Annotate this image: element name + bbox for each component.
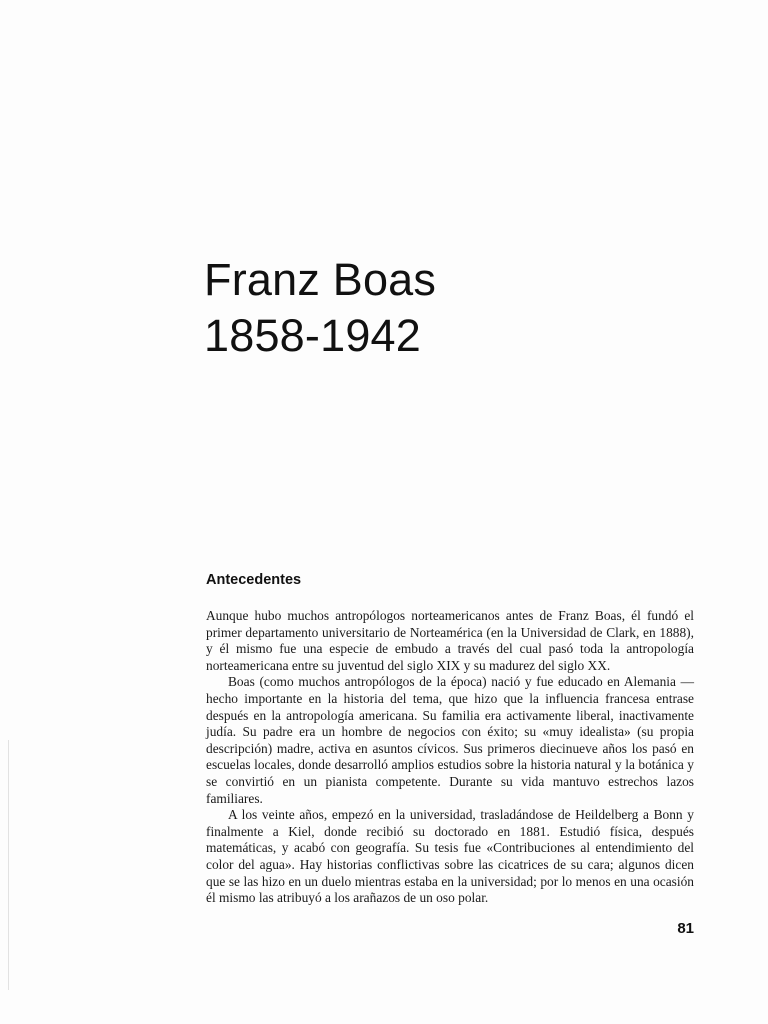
- paragraph-2: Boas (como muchos antropólogos de la época) nació y fue educado en Alemania —hecho importante en la historia del tema, que hizo que la influencia francesa entrase después en la antropología americana. Su familia era activamente liberal, inactivamente judía. Su padre era un hombre de negocios con éxito; su «muy idealista» (su propia descripción) madre, activa en asuntos cívicos. Sus primeros diecinueve años los pasó en escuelas locales, donde desarrolló amplios estudios sobre la historia natural y la botánica y se convirtió en un pianista competente. Durante su vida mantuvo estrechos lazos familiares.: [206, 674, 694, 806]
- page-number: 81: [677, 920, 694, 937]
- paragraph-1: Aunque hubo muchos antropólogos norteamericanos antes de Franz Boas, él fundó el primer departamento universitario de Norteamérica (en la Universidad de Clark, en 1888), y él mismo fue una especie de embudo a través del cual pasó toda la antropología norteamericana entre su juventud del siglo XIX y su madurez del siglo XX.: [206, 608, 694, 673]
- page-edge-line: [8, 740, 9, 990]
- paragraph-3: A los veinte años, empezó en la universidad, trasladándose de Heildelberg a Bonn y finalmente a Kiel, donde recibió su doctorado en 1881. Estudió física, después matemáticas, y acabó con geografía. Su tesis fue «Contribuciones al entendimiento del color del agua». Hay historias conflictivas sobre las cicatrices de su cara; algunos dicen que se las hizo en un duelo mientras estaba en la universidad; por lo menos en una ocasión él mismo las atribuyó a los arañazos de un oso polar.: [206, 807, 694, 906]
- section-heading: Antecedentes: [206, 572, 302, 588]
- chapter-title-years: 1858-1942: [204, 310, 422, 361]
- chapter-title: [204, 252, 436, 364]
- body-text: [206, 608, 694, 907]
- chapter-title-name: Franz Boas: [204, 254, 437, 305]
